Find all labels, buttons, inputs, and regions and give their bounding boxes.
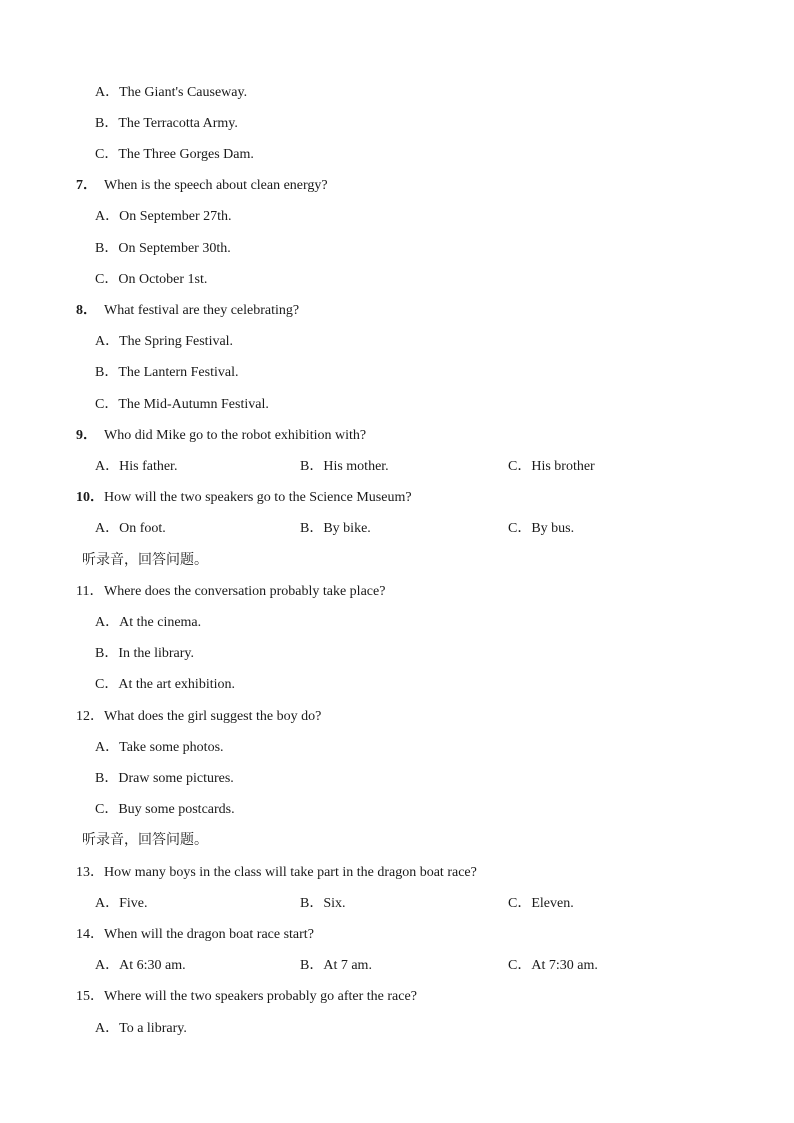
option-a (95, 957, 186, 975)
option-c (508, 895, 574, 913)
option-b (95, 645, 194, 663)
question-number: 15． (76, 989, 104, 1004)
option-text: Six. (323, 896, 346, 911)
option-label: B． (300, 896, 324, 911)
option-a (95, 895, 148, 913)
option-label: C． (508, 896, 532, 911)
option-label: C． (508, 958, 532, 973)
option-text: The Mid-Autumn Festival. (118, 397, 269, 412)
option-label: A． (95, 1021, 120, 1036)
option-label: B． (95, 771, 119, 786)
option-a (95, 520, 166, 538)
option-label: B． (300, 459, 324, 474)
option-label: A． (95, 958, 120, 973)
option-text: The Giant's Causeway. (119, 85, 248, 100)
option-text: On September 30th. (118, 241, 231, 256)
option-label: C． (95, 147, 119, 162)
option-text: The Lantern Festival. (118, 365, 239, 380)
option-b (300, 895, 346, 913)
option-label: B． (95, 241, 119, 256)
option-text: His mother. (323, 459, 389, 474)
option-text: Take some photos. (119, 740, 224, 755)
option-c (95, 801, 235, 819)
option-a (95, 84, 247, 102)
option-b (300, 520, 371, 538)
section-instruction: 听录音，回答问题。 (82, 832, 208, 848)
option-text: Eleven. (531, 896, 574, 911)
option-label: B． (95, 116, 119, 131)
option-a (95, 458, 177, 476)
question-14 (76, 926, 314, 944)
question-number: 9． (76, 428, 97, 443)
question-number: 14． (76, 927, 104, 942)
option-c (508, 957, 598, 975)
option-text: On foot. (119, 521, 166, 536)
question-number: 8． (76, 303, 97, 318)
option-text: By bus. (531, 521, 575, 536)
question-text: When will the dragon boat race start? (104, 927, 314, 942)
option-label: C． (95, 802, 119, 817)
option-label: C． (508, 459, 532, 474)
question-text: What does the girl suggest the boy do? (104, 709, 322, 724)
option-text: At the cinema. (119, 615, 202, 630)
option-text: On September 27th. (119, 209, 232, 224)
option-a (95, 1020, 187, 1038)
option-label: B． (95, 365, 119, 380)
option-b (95, 364, 238, 382)
question-text: Who did Mike go to the robot exhibition with? (104, 428, 367, 443)
option-text: The Three Gorges Dam. (118, 147, 254, 162)
question-text: Where does the conversation probably take place? (104, 584, 386, 599)
question-number: 10． (76, 490, 104, 505)
option-label: A． (95, 615, 120, 630)
option-label: A． (95, 521, 120, 536)
option-b (300, 458, 389, 476)
question-number: 11． (76, 584, 104, 599)
question-number: 13． (76, 865, 104, 880)
option-c (508, 520, 574, 538)
option-text: To a library. (119, 1021, 187, 1036)
option-b (300, 957, 372, 975)
option-c (95, 271, 207, 289)
option-text: In the library. (118, 646, 195, 661)
option-text: Draw some pictures. (118, 771, 234, 786)
option-label: C． (95, 397, 119, 412)
question-9 (76, 427, 366, 445)
option-text: At 6:30 am. (119, 958, 186, 973)
option-a (95, 333, 233, 351)
option-b (95, 770, 234, 788)
option-a (95, 614, 201, 632)
option-label: A． (95, 334, 120, 349)
question-8 (76, 302, 299, 320)
option-c (95, 396, 269, 414)
option-text: On October 1st. (118, 272, 208, 287)
question-15 (76, 988, 417, 1006)
option-text: His brother (531, 459, 595, 474)
option-b (95, 240, 231, 258)
option-label: C． (508, 521, 532, 536)
option-label: B． (95, 646, 119, 661)
question-7 (76, 177, 328, 195)
question-text: Where will the two speakers probably go after the race? (104, 989, 417, 1004)
option-a (95, 739, 224, 757)
section-instruction: 听录音，回答问题。 (82, 552, 208, 568)
option-label: C． (95, 272, 119, 287)
option-text: By bike. (323, 521, 371, 536)
option-text: At 7 am. (323, 958, 372, 973)
option-text: At 7:30 am. (531, 958, 598, 973)
option-label: C． (95, 677, 119, 692)
question-number: 12． (76, 709, 104, 724)
option-label: A． (95, 209, 120, 224)
option-text: The Terracotta Army. (118, 116, 238, 131)
question-text: How many boys in the class will take part in the dragon boat race? (104, 865, 477, 880)
option-text: The Spring Festival. (119, 334, 234, 349)
option-label: A． (95, 896, 120, 911)
option-label: A． (95, 459, 120, 474)
question-text: How will the two speakers go to the Science Museum? (104, 490, 412, 505)
option-b (95, 115, 238, 133)
question-10 (76, 489, 412, 507)
option-text: His father. (119, 459, 178, 474)
option-label: A． (95, 85, 120, 100)
question-11 (76, 583, 385, 601)
option-label: B． (300, 958, 324, 973)
option-c (95, 146, 254, 164)
option-text: Buy some postcards. (118, 802, 235, 817)
question-12 (76, 708, 321, 726)
option-label: A． (95, 740, 120, 755)
question-text: When is the speech about clean energy? (104, 178, 328, 193)
option-c (95, 676, 235, 694)
question-number: 7． (76, 178, 97, 193)
option-text: At the art exhibition. (118, 677, 235, 692)
option-text: Five. (119, 896, 148, 911)
question-text: What festival are they celebrating? (104, 303, 300, 318)
option-a (95, 208, 232, 226)
question-13 (76, 864, 477, 882)
option-c (508, 458, 595, 476)
option-label: B． (300, 521, 324, 536)
